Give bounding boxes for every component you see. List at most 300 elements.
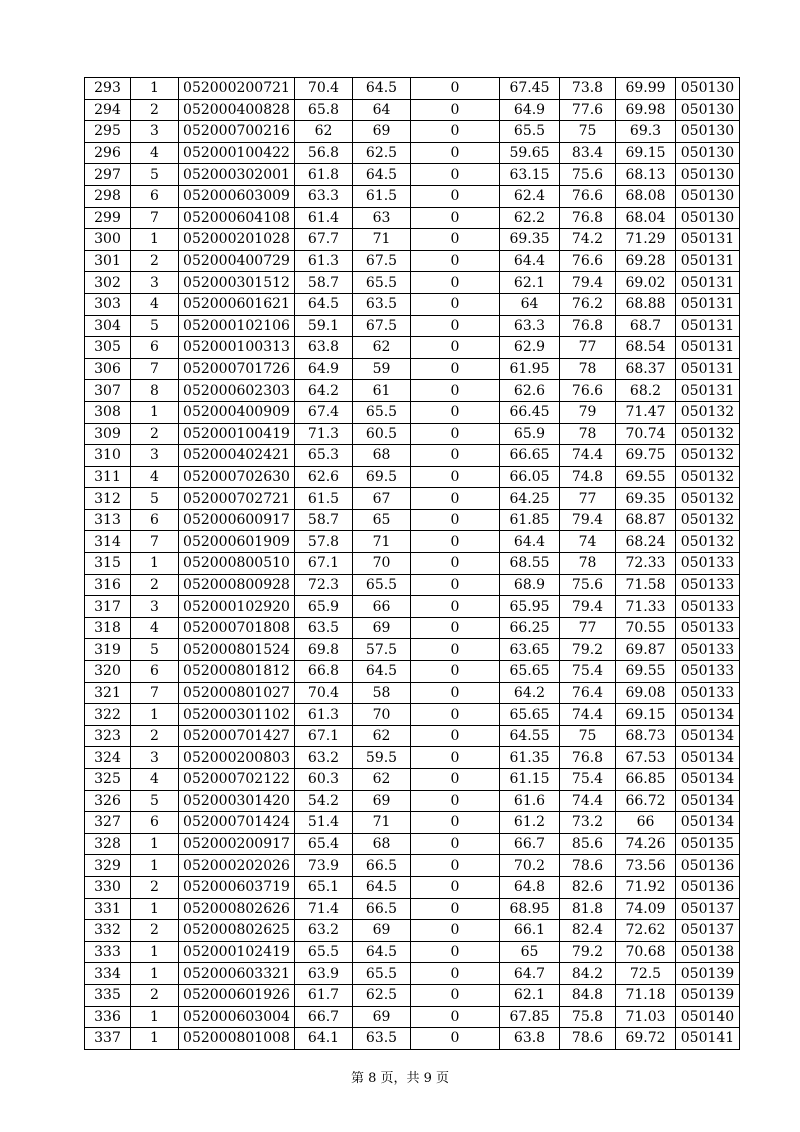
cell-total-score: 68.54 [616, 337, 676, 359]
cell-written-score: 66.65 [500, 445, 560, 467]
cell-position-code: 050134 [676, 747, 740, 769]
cell-score-2: 64 [353, 99, 411, 121]
cell-row-number: 300 [85, 229, 131, 251]
cell-score-1: 62.6 [295, 466, 353, 488]
cell-exam-id: 052000301102 [179, 704, 295, 726]
table-row [85, 553, 740, 575]
cell-group-rank: 1 [131, 401, 179, 423]
table-row [85, 596, 740, 618]
cell-score-2: 63 [353, 207, 411, 229]
cell-group-rank: 5 [131, 164, 179, 186]
cell-interview-score: 74 [560, 531, 616, 553]
cell-exam-id: 052000601621 [179, 293, 295, 315]
cell-exam-id: 052000802625 [179, 920, 295, 942]
cell-group-rank: 1 [131, 1028, 179, 1050]
cell-total-score: 72.33 [616, 553, 676, 575]
table-row [85, 380, 740, 402]
cell-score-2: 64.5 [353, 876, 411, 898]
cell-group-rank: 7 [131, 207, 179, 229]
cell-position-code: 050131 [676, 272, 740, 294]
cell-bonus: 0 [411, 423, 500, 445]
cell-row-number: 301 [85, 250, 131, 272]
cell-bonus: 0 [411, 488, 500, 510]
table-row [85, 617, 740, 639]
cell-score-2: 65.5 [353, 574, 411, 596]
cell-row-number: 331 [85, 898, 131, 920]
cell-score-2: 62 [353, 769, 411, 791]
cell-total-score: 69.55 [616, 661, 676, 683]
cell-bonus: 0 [411, 876, 500, 898]
cell-score-2: 67.5 [353, 315, 411, 337]
cell-position-code: 050133 [676, 617, 740, 639]
cell-bonus: 0 [411, 769, 500, 791]
score-table [84, 77, 740, 1050]
cell-bonus: 0 [411, 164, 500, 186]
cell-bonus: 0 [411, 553, 500, 575]
cell-score-1: 54.2 [295, 790, 353, 812]
table-row [85, 185, 740, 207]
page-footer: 第 8 页，共 9 页 [350, 1071, 450, 1086]
cell-exam-id: 052000302001 [179, 164, 295, 186]
table-row [85, 315, 740, 337]
cell-bonus: 0 [411, 99, 500, 121]
cell-total-score: 68.04 [616, 207, 676, 229]
cell-row-number: 304 [85, 315, 131, 337]
cell-score-2: 64.5 [353, 164, 411, 186]
cell-interview-score: 73.2 [560, 812, 616, 834]
cell-position-code: 050132 [676, 531, 740, 553]
cell-interview-score: 77.6 [560, 99, 616, 121]
cell-written-score: 64.7 [500, 963, 560, 985]
cell-score-1: 65.3 [295, 445, 353, 467]
cell-written-score: 62.1 [500, 272, 560, 294]
cell-exam-id: 052000102419 [179, 941, 295, 963]
cell-position-code: 050134 [676, 769, 740, 791]
cell-total-score: 69.28 [616, 250, 676, 272]
cell-bonus: 0 [411, 790, 500, 812]
cell-bonus: 0 [411, 185, 500, 207]
cell-score-2: 67 [353, 488, 411, 510]
cell-exam-id: 052000301512 [179, 272, 295, 294]
cell-bonus: 0 [411, 293, 500, 315]
cell-score-1: 66.7 [295, 1006, 353, 1028]
cell-row-number: 327 [85, 812, 131, 834]
cell-total-score: 69.75 [616, 445, 676, 467]
cell-position-code: 050131 [676, 293, 740, 315]
cell-bonus: 0 [411, 661, 500, 683]
cell-written-score: 64.25 [500, 488, 560, 510]
cell-interview-score: 78 [560, 423, 616, 445]
cell-group-rank: 1 [131, 898, 179, 920]
cell-position-code: 050137 [676, 898, 740, 920]
cell-written-score: 69.35 [500, 229, 560, 251]
cell-written-score: 61.35 [500, 747, 560, 769]
cell-score-1: 70.4 [295, 78, 353, 100]
cell-score-2: 69.5 [353, 466, 411, 488]
cell-exam-id: 052000800928 [179, 574, 295, 596]
cell-interview-score: 74.2 [560, 229, 616, 251]
table-row [85, 833, 740, 855]
cell-position-code: 050134 [676, 725, 740, 747]
table-row [85, 725, 740, 747]
cell-position-code: 050139 [676, 963, 740, 985]
cell-row-number: 337 [85, 1028, 131, 1050]
cell-exam-id: 052000702721 [179, 488, 295, 510]
cell-exam-id: 052000701808 [179, 617, 295, 639]
cell-total-score: 71.33 [616, 596, 676, 618]
cell-bonus: 0 [411, 941, 500, 963]
cell-score-1: 67.4 [295, 401, 353, 423]
cell-score-2: 67.5 [353, 250, 411, 272]
cell-score-2: 64.5 [353, 941, 411, 963]
cell-row-number: 293 [85, 78, 131, 100]
cell-bonus: 0 [411, 682, 500, 704]
cell-score-1: 56.8 [295, 142, 353, 164]
cell-bonus: 0 [411, 78, 500, 100]
table-row [85, 574, 740, 596]
cell-row-number: 317 [85, 596, 131, 618]
cell-written-score: 66.45 [500, 401, 560, 423]
cell-score-1: 61.8 [295, 164, 353, 186]
cell-written-score: 66.1 [500, 920, 560, 942]
cell-score-1: 61.4 [295, 207, 353, 229]
cell-exam-id: 052000100422 [179, 142, 295, 164]
table-row [85, 984, 740, 1006]
cell-written-score: 61.95 [500, 358, 560, 380]
cell-interview-score: 77 [560, 337, 616, 359]
cell-written-score: 68.95 [500, 898, 560, 920]
cell-total-score: 68.37 [616, 358, 676, 380]
cell-exam-id: 052000604108 [179, 207, 295, 229]
cell-exam-id: 052000701424 [179, 812, 295, 834]
cell-position-code: 050134 [676, 812, 740, 834]
cell-written-score: 64.9 [500, 99, 560, 121]
cell-bonus: 0 [411, 747, 500, 769]
cell-score-1: 65.4 [295, 833, 353, 855]
cell-row-number: 316 [85, 574, 131, 596]
table-row [85, 272, 740, 294]
cell-score-2: 68 [353, 833, 411, 855]
cell-written-score: 65.95 [500, 596, 560, 618]
cell-bonus: 0 [411, 920, 500, 942]
cell-written-score: 64.2 [500, 682, 560, 704]
cell-score-1: 73.9 [295, 855, 353, 877]
cell-position-code: 050133 [676, 661, 740, 683]
cell-interview-score: 75.6 [560, 164, 616, 186]
cell-bonus: 0 [411, 531, 500, 553]
cell-score-2: 64.5 [353, 78, 411, 100]
cell-position-code: 050140 [676, 1006, 740, 1028]
cell-written-score: 62.9 [500, 337, 560, 359]
cell-total-score: 71.92 [616, 876, 676, 898]
cell-interview-score: 75 [560, 725, 616, 747]
cell-score-2: 69 [353, 617, 411, 639]
cell-position-code: 050137 [676, 920, 740, 942]
cell-exam-id: 052000801524 [179, 639, 295, 661]
cell-score-2: 70 [353, 553, 411, 575]
cell-row-number: 305 [85, 337, 131, 359]
cell-interview-score: 76.6 [560, 250, 616, 272]
cell-position-code: 050130 [676, 185, 740, 207]
cell-total-score: 71.29 [616, 229, 676, 251]
cell-interview-score: 77 [560, 617, 616, 639]
cell-interview-score: 84.2 [560, 963, 616, 985]
table-row [85, 401, 740, 423]
cell-group-rank: 2 [131, 920, 179, 942]
cell-written-score: 61.15 [500, 769, 560, 791]
cell-written-score: 61.85 [500, 509, 560, 531]
cell-row-number: 294 [85, 99, 131, 121]
cell-score-1: 63.3 [295, 185, 353, 207]
cell-score-1: 65.9 [295, 596, 353, 618]
table-row [85, 920, 740, 942]
cell-score-1: 65.5 [295, 941, 353, 963]
cell-score-1: 64.1 [295, 1028, 353, 1050]
cell-written-score: 62.6 [500, 380, 560, 402]
cell-row-number: 314 [85, 531, 131, 553]
cell-interview-score: 79.4 [560, 509, 616, 531]
cell-row-number: 309 [85, 423, 131, 445]
table-row [85, 509, 740, 531]
cell-score-2: 69 [353, 121, 411, 143]
cell-bonus: 0 [411, 509, 500, 531]
cell-bonus: 0 [411, 1028, 500, 1050]
cell-position-code: 050132 [676, 401, 740, 423]
cell-written-score: 59.65 [500, 142, 560, 164]
cell-exam-id: 052000400828 [179, 99, 295, 121]
cell-exam-id: 052000102106 [179, 315, 295, 337]
cell-interview-score: 74.4 [560, 790, 616, 812]
cell-bonus: 0 [411, 121, 500, 143]
cell-exam-id: 052000701726 [179, 358, 295, 380]
cell-exam-id: 052000100419 [179, 423, 295, 445]
cell-position-code: 050136 [676, 855, 740, 877]
cell-bonus: 0 [411, 984, 500, 1006]
cell-exam-id: 052000800510 [179, 553, 295, 575]
cell-interview-score: 79.2 [560, 639, 616, 661]
cell-score-1: 63.2 [295, 747, 353, 769]
cell-score-2: 62 [353, 337, 411, 359]
cell-row-number: 325 [85, 769, 131, 791]
cell-score-1: 58.7 [295, 272, 353, 294]
cell-score-1: 51.4 [295, 812, 353, 834]
cell-group-rank: 6 [131, 337, 179, 359]
cell-row-number: 334 [85, 963, 131, 985]
cell-row-number: 319 [85, 639, 131, 661]
cell-score-1: 64.2 [295, 380, 353, 402]
cell-total-score: 68.87 [616, 509, 676, 531]
cell-group-rank: 4 [131, 617, 179, 639]
cell-score-1: 61.7 [295, 984, 353, 1006]
cell-exam-id: 052000200917 [179, 833, 295, 855]
cell-position-code: 050133 [676, 596, 740, 618]
cell-score-2: 62.5 [353, 142, 411, 164]
cell-group-rank: 1 [131, 1006, 179, 1028]
cell-score-1: 63.2 [295, 920, 353, 942]
cell-bonus: 0 [411, 812, 500, 834]
cell-interview-score: 76.6 [560, 380, 616, 402]
cell-score-2: 66.5 [353, 855, 411, 877]
table-row [85, 941, 740, 963]
table-row [85, 78, 740, 100]
cell-bonus: 0 [411, 963, 500, 985]
cell-interview-score: 82.4 [560, 920, 616, 942]
cell-written-score: 61.6 [500, 790, 560, 812]
cell-bonus: 0 [411, 596, 500, 618]
cell-group-rank: 1 [131, 941, 179, 963]
table-row [85, 99, 740, 121]
cell-position-code: 050132 [676, 488, 740, 510]
table-row [85, 358, 740, 380]
cell-row-number: 295 [85, 121, 131, 143]
table-row [85, 704, 740, 726]
cell-bonus: 0 [411, 855, 500, 877]
cell-exam-id: 052000400729 [179, 250, 295, 272]
cell-score-2: 69 [353, 790, 411, 812]
cell-total-score: 68.7 [616, 315, 676, 337]
cell-group-rank: 3 [131, 747, 179, 769]
cell-group-rank: 4 [131, 293, 179, 315]
cell-score-1: 63.8 [295, 337, 353, 359]
cell-position-code: 050130 [676, 164, 740, 186]
cell-written-score: 66.7 [500, 833, 560, 855]
cell-score-2: 58 [353, 682, 411, 704]
table-row [85, 229, 740, 251]
cell-row-number: 318 [85, 617, 131, 639]
cell-exam-id: 052000601909 [179, 531, 295, 553]
cell-score-2: 63.5 [353, 293, 411, 315]
cell-total-score: 69.98 [616, 99, 676, 121]
cell-group-rank: 3 [131, 272, 179, 294]
cell-interview-score: 79.4 [560, 272, 616, 294]
cell-total-score: 67.53 [616, 747, 676, 769]
cell-position-code: 050130 [676, 207, 740, 229]
cell-row-number: 324 [85, 747, 131, 769]
cell-bonus: 0 [411, 207, 500, 229]
cell-exam-id: 052000200803 [179, 747, 295, 769]
cell-bonus: 0 [411, 272, 500, 294]
cell-interview-score: 76.6 [560, 185, 616, 207]
cell-group-rank: 5 [131, 315, 179, 337]
cell-total-score: 68.88 [616, 293, 676, 315]
cell-score-2: 62 [353, 725, 411, 747]
cell-bonus: 0 [411, 704, 500, 726]
cell-written-score: 62.4 [500, 185, 560, 207]
table-row [85, 898, 740, 920]
cell-interview-score: 78 [560, 553, 616, 575]
cell-score-1: 61.3 [295, 250, 353, 272]
cell-position-code: 050131 [676, 315, 740, 337]
cell-score-1: 58.7 [295, 509, 353, 531]
cell-interview-score: 75.4 [560, 769, 616, 791]
table-row [85, 293, 740, 315]
cell-total-score: 69.55 [616, 466, 676, 488]
cell-score-1: 67.7 [295, 229, 353, 251]
cell-written-score: 65 [500, 941, 560, 963]
cell-row-number: 333 [85, 941, 131, 963]
cell-score-2: 62.5 [353, 984, 411, 1006]
cell-score-2: 66.5 [353, 898, 411, 920]
cell-interview-score: 82.6 [560, 876, 616, 898]
cell-total-score: 69.99 [616, 78, 676, 100]
table-row [85, 1028, 740, 1050]
cell-position-code: 050131 [676, 250, 740, 272]
cell-written-score: 61.2 [500, 812, 560, 834]
cell-score-1: 61.3 [295, 704, 353, 726]
cell-interview-score: 75.6 [560, 574, 616, 596]
cell-score-1: 72.3 [295, 574, 353, 596]
cell-interview-score: 79.2 [560, 941, 616, 963]
cell-written-score: 63.65 [500, 639, 560, 661]
cell-written-score: 62.2 [500, 207, 560, 229]
cell-group-rank: 3 [131, 445, 179, 467]
cell-exam-id: 052000601926 [179, 984, 295, 1006]
cell-group-rank: 1 [131, 855, 179, 877]
cell-exam-id: 052000100313 [179, 337, 295, 359]
cell-written-score: 70.2 [500, 855, 560, 877]
cell-total-score: 69.35 [616, 488, 676, 510]
cell-total-score: 70.55 [616, 617, 676, 639]
cell-total-score: 69.02 [616, 272, 676, 294]
cell-interview-score: 77 [560, 488, 616, 510]
cell-position-code: 050139 [676, 984, 740, 1006]
cell-row-number: 302 [85, 272, 131, 294]
cell-score-1: 63.9 [295, 963, 353, 985]
cell-score-1: 67.1 [295, 553, 353, 575]
table-row [85, 207, 740, 229]
cell-written-score: 66.25 [500, 617, 560, 639]
cell-total-score: 73.56 [616, 855, 676, 877]
cell-score-1: 62 [295, 121, 353, 143]
cell-exam-id: 052000201028 [179, 229, 295, 251]
cell-position-code: 050131 [676, 380, 740, 402]
cell-position-code: 050130 [676, 142, 740, 164]
cell-exam-id: 052000202026 [179, 855, 295, 877]
table-row [85, 855, 740, 877]
table-row [85, 466, 740, 488]
cell-position-code: 050132 [676, 466, 740, 488]
cell-bonus: 0 [411, 250, 500, 272]
score-table-body [85, 78, 740, 1050]
cell-score-1: 65.1 [295, 876, 353, 898]
cell-position-code: 050132 [676, 445, 740, 467]
cell-exam-id: 052000702122 [179, 769, 295, 791]
cell-group-rank: 3 [131, 596, 179, 618]
cell-group-rank: 2 [131, 250, 179, 272]
cell-row-number: 299 [85, 207, 131, 229]
cell-interview-score: 76.2 [560, 293, 616, 315]
cell-group-rank: 1 [131, 833, 179, 855]
cell-score-2: 65 [353, 509, 411, 531]
cell-position-code: 050134 [676, 790, 740, 812]
cell-written-score: 64.4 [500, 531, 560, 553]
cell-row-number: 313 [85, 509, 131, 531]
cell-row-number: 306 [85, 358, 131, 380]
cell-score-1: 66.8 [295, 661, 353, 683]
table-row [85, 531, 740, 553]
cell-group-rank: 1 [131, 78, 179, 100]
cell-exam-id: 052000102920 [179, 596, 295, 618]
cell-written-score: 67.45 [500, 78, 560, 100]
cell-exam-id: 052000701427 [179, 725, 295, 747]
cell-group-rank: 1 [131, 229, 179, 251]
cell-interview-score: 75.8 [560, 1006, 616, 1028]
cell-score-2: 71 [353, 812, 411, 834]
cell-interview-score: 79 [560, 401, 616, 423]
cell-position-code: 050136 [676, 876, 740, 898]
table-row [85, 747, 740, 769]
cell-total-score: 69.87 [616, 639, 676, 661]
